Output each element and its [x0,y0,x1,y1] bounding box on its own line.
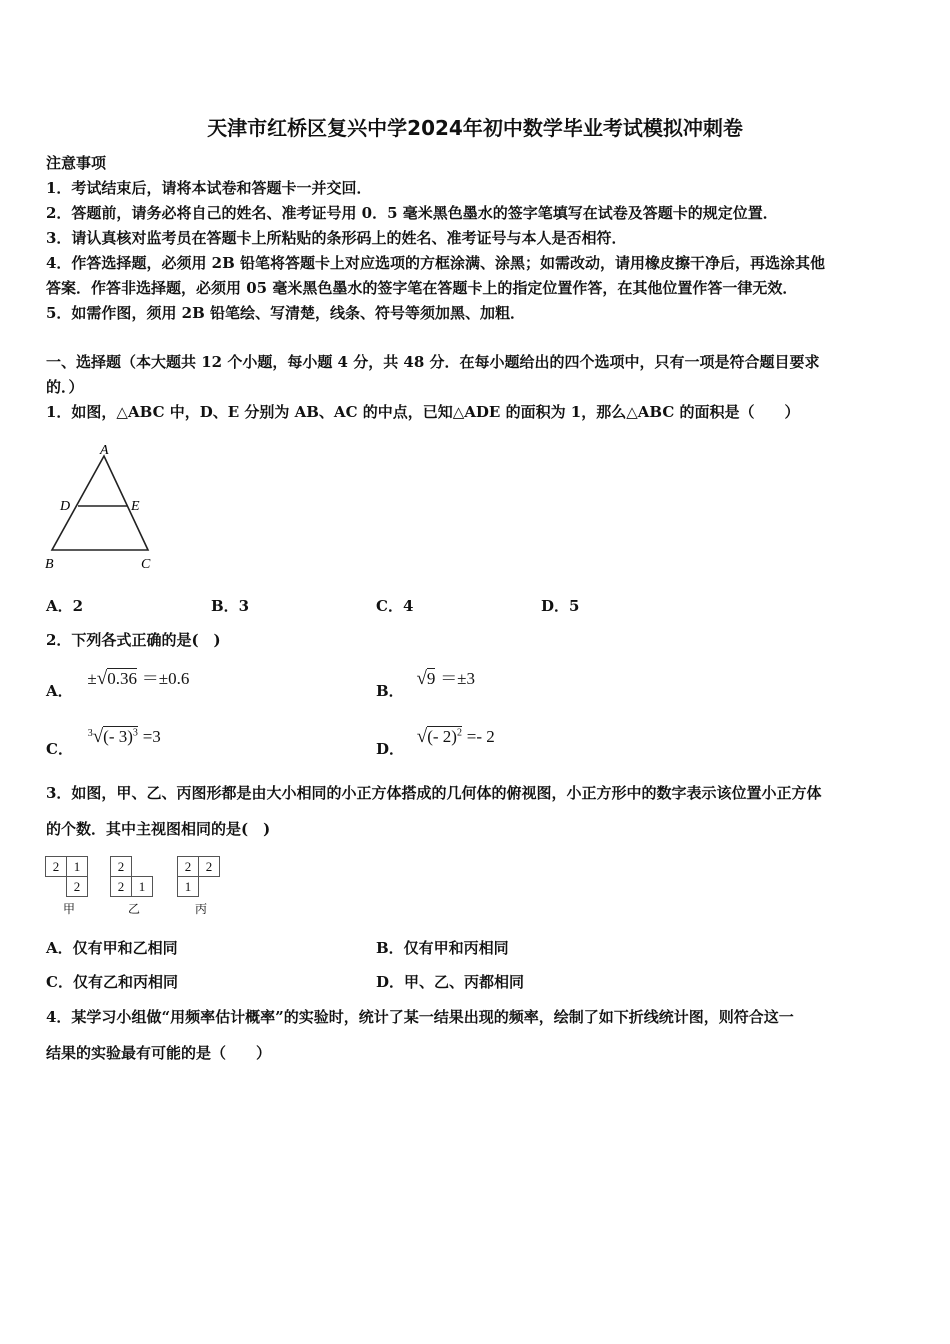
q2-option-b[interactable] [376,664,476,700]
q1-option-a[interactable]: A．2 [46,597,84,615]
q2-option-c-index: 3 [87,728,93,739]
q2-option-d-right: =- 2 [466,727,495,746]
q2-option-c-radicand: (- 3) [103,727,133,746]
q3-figure-bing [177,856,220,917]
vertex-c-label: C [141,557,151,572]
grid-cell: 2 [111,857,132,877]
q3-figure-yi [110,856,153,917]
grid-cell: 1 [67,857,88,877]
grid-cell: 1 [178,877,199,897]
q3-figure-jia [45,856,88,917]
q3-figure-label: 乙 [128,902,141,916]
q2-option-d-exp: 2 [456,727,462,739]
q1-option-c[interactable]: C．4 [376,597,414,615]
q1-option-b[interactable]: B．3 [211,597,250,615]
notice-item: 答案．作答非选择题，必须用 05 毫米黑色墨水的签字笔在答题卡上的指定位置作答，在其他位置作答一律无效． [46,279,798,297]
q2-option-a-radicand: 0.36 [107,669,137,688]
grid-cell: 2 [178,857,199,877]
vertex-a-label: A [100,443,109,458]
vertex-d-label: D [60,499,71,514]
sqrt-icon: √ [96,668,108,689]
q4-stem: 4．某学习小组做“用频率估计概率”的实验时，统计了某一结果出现的频率，绘制了如下折线统计图，则符合这一 [46,1008,794,1026]
q2-option-c-right: =3 [142,727,161,746]
notice-heading: 注意事项 [46,154,107,172]
q2-option-d-letter: D． [376,740,405,758]
grid-cell: 2 [111,877,132,897]
sqrt-icon: √ [92,726,104,747]
page-title: 天津市红桥区复兴中学2024年初中数学毕业考试模拟冲刺卷 [207,116,743,140]
grid-cell-empty [46,877,67,897]
sqrt-icon: √ [416,668,427,689]
q2-option-c-exp: 3 [132,727,138,739]
q3-stem-cont: 的个数．其中主视图相同的是( ) [46,820,271,838]
q1-stem: 1．如图，△ABC 中，D、E 分别为 AB、AC 的中点，已知△ADE 的面积为 1，那么△ABC 的面积是（ ） [46,403,800,421]
grid-cell-empty [199,877,220,897]
q2-option-c[interactable] [46,726,161,758]
q2-option-d[interactable] [376,726,495,758]
q1-option-d[interactable]: D．5 [541,597,580,615]
q2-option-b-radicand: 9 [426,669,436,688]
grid-cell: 2 [67,877,88,897]
q3-option-c[interactable]: C．仅有乙和丙相同 [46,973,178,991]
sqrt-icon: √ [416,726,428,747]
q3-stem: 3．如图，甲、乙、丙图形都是由大小相同的小正方体搭成的几何体的俯视图，小正方形中的数字表示该位置小正方体 [46,784,822,802]
notice-item: 1．考试结束后，请将本试卷和答题卡一并交回． [46,179,372,197]
notice-item: 2．答题前，请务必将自己的姓名、准考证号用 0．5 毫米黑色墨水的签字笔填写在试卷及答题卡的规定位置． [46,204,778,222]
q2-option-a-left: ± [87,669,97,688]
q4-stem-cont: 结果的实验最有可能的是（ ） [46,1044,272,1062]
q3-figure-label: 甲 [63,902,76,916]
q3-option-b[interactable]: B．仅有甲和丙相同 [376,939,509,957]
q3-figure-label: 丙 [195,902,208,916]
q2-option-a-right: ＝±0.6 [141,669,190,688]
notice-item: 5．如需作图，须用 2B 铅笔绘、写清楚，线条、符号等须加黑、加粗． [46,304,525,322]
triangle-figure [40,440,170,575]
q2-option-a[interactable] [46,664,190,700]
grid-cell: 1 [132,877,153,897]
vertex-e-label: E [131,499,140,514]
grid-cell: 2 [199,857,220,877]
q2-option-b-letter: B． [376,682,404,700]
notice-item: 3．请认真核对监考员在答题卡上所粘贴的条形码上的姓名、准考证号与本人是否相符． [46,229,627,247]
notice-item: 4．作答选择题，必须用 2B 铅笔将答题卡上对应选项的方框涂满、涂黑；如需改动，请用橡皮擦干净后，再选涂其他 [46,254,826,272]
q2-option-c-letter: C． [46,740,73,758]
q2-stem: 2．下列各式正确的是( ) [46,631,221,649]
section-heading-cont: 的．） [46,378,84,396]
q3-option-d[interactable]: D．甲、乙、丙都相同 [376,973,525,991]
section-heading: 一、选择题（本大题共 12 个小题，每小题 4 分，共 48 分．在每小题给出的四个选项中，只有一项是符合题目要求 [46,353,820,371]
grid-cell-empty [132,857,153,877]
q2-option-a-letter: A． [46,682,73,700]
grid-cell: 2 [46,857,67,877]
q3-option-a[interactable]: A．仅有甲和乙相同 [46,939,178,957]
vertex-b-label: B [45,557,54,572]
q2-option-d-radicand: (- 2) [427,727,457,746]
q2-option-b-right: ＝±3 [440,669,476,688]
